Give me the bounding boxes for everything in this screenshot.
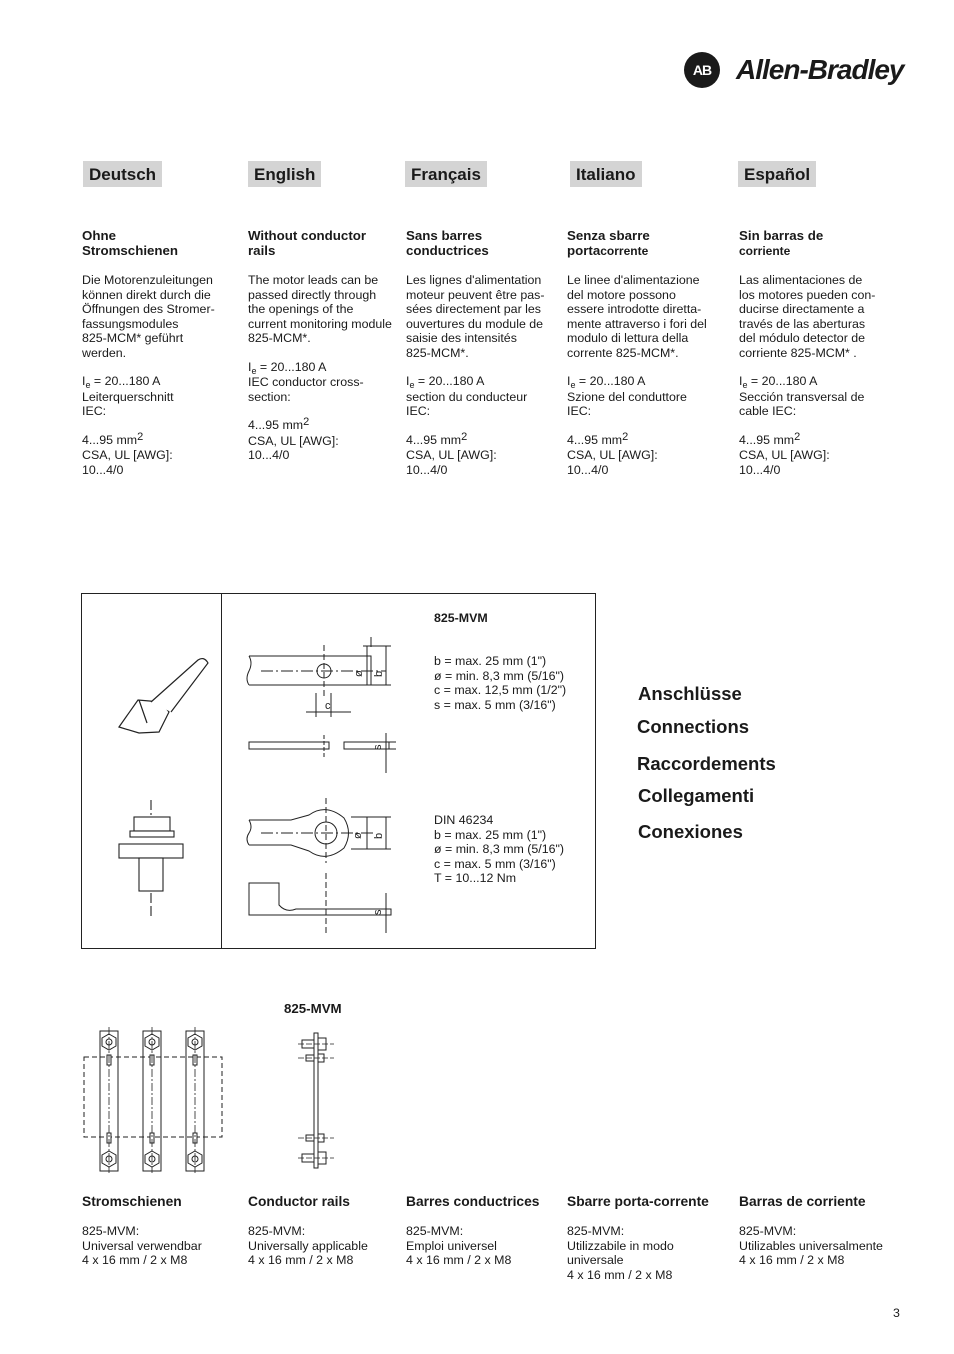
text-line: 4 x 16 mm / 2 x M8 [82, 1253, 188, 1267]
dim-b-label-2: b [373, 832, 385, 839]
spec-line: ø = min. 8,3 mm (5/16") [434, 668, 565, 683]
text-line: Szione del conduttore [567, 389, 687, 404]
text-line: modulo di lettura della [567, 331, 689, 345]
cross-section: 4...95 mm2 [406, 430, 468, 447]
footer-text [567, 1224, 674, 1282]
language-column-2 [248, 228, 408, 463]
text-line: The motor leads can be [248, 273, 379, 287]
section-label [567, 390, 727, 419]
language-column-4 [567, 228, 727, 477]
csa-label: CSA, UL [AWG]: [567, 448, 658, 462]
spec-line: ø = min. 8,3 mm (5/16") [434, 842, 565, 856]
dim-c-label: c [325, 700, 331, 712]
footer-text [82, 1224, 202, 1268]
text-line: section: [248, 389, 291, 404]
brand-logo [684, 52, 904, 88]
text-line: Utilizables universalmente [739, 1238, 883, 1253]
lang-italiano: Italiano [570, 161, 642, 187]
column-body [82, 273, 242, 360]
text-line: 4 x 16 mm / 2 x M8 [739, 1253, 845, 1267]
text-line: passed directly through [248, 287, 377, 302]
text-line: 825-MVM: [248, 1224, 306, 1238]
text-line: werden. [82, 345, 127, 360]
language-column-5 [739, 228, 899, 477]
text-line: universale [567, 1253, 624, 1267]
awg-range: 10...4/0 [739, 462, 781, 477]
csa-label: CSA, UL [AWG]: [739, 448, 830, 462]
text-line: Utilizzabile in modo [567, 1238, 674, 1253]
footer-text [406, 1224, 511, 1268]
text-line: 825-MVM: [567, 1224, 625, 1238]
heading-line-1: Senza sbarre [567, 228, 650, 243]
cable-lug-drawing [247, 798, 391, 933]
section-label [406, 390, 566, 419]
cross-section: 4...95 mm2 [82, 430, 144, 447]
column-body [406, 273, 566, 360]
page-number: 3 [893, 1306, 900, 1320]
text-line: Leiterquerschnitt [82, 389, 174, 404]
text-line: los motores pueden con- [739, 287, 876, 302]
text-line: del motore possono [567, 287, 676, 302]
ab-badge-icon: AB [684, 52, 720, 88]
connections-es: Conexiones [638, 821, 743, 842]
heading-line-1: Ohne [82, 228, 116, 243]
text-line: del módulo detector de [739, 331, 866, 345]
section-label [248, 375, 408, 404]
current-rating: $I_e = 20...180$ A [248, 359, 327, 376]
dim-phi-label-2: ø [352, 832, 364, 839]
spec-block-lug [434, 813, 564, 886]
text-line: través de las aberturas [739, 316, 866, 331]
heading-line-1: Sans barres [406, 228, 483, 243]
text-line: 825-MCM*. [406, 345, 469, 360]
text-line: essere introdotte diretta- [567, 302, 702, 316]
lang-deutsch: Deutsch [83, 161, 162, 187]
heading-line-1: Sin barras de [739, 228, 824, 243]
diagram-model-label: 825-MVM [434, 611, 488, 625]
heading-line-2: portacorrente [567, 243, 649, 258]
bolt-icon [119, 659, 208, 733]
current-rating: $I_e = 20...180$ A [739, 374, 818, 390]
text-line: the openings of the [248, 302, 354, 316]
awg-range: 10...4/0 [567, 462, 609, 477]
text-line: 825-MVM: [82, 1224, 140, 1238]
awg-range: 10...4/0 [406, 462, 448, 477]
text-line: IEC: [82, 404, 107, 418]
connections-en: Connections [637, 716, 750, 737]
text-line: corrente 825-MCM*. [567, 345, 679, 360]
language-column-1 [82, 228, 242, 477]
heading-line-2: Stromschienen [82, 243, 179, 258]
heading-line-2: rails [248, 243, 276, 258]
conductor-rails-side-drawing [290, 1028, 340, 1173]
text-line: sées directement par les [406, 302, 541, 316]
spec-line: b = max. 25 mm (1") [434, 827, 547, 842]
text-line: 4 x 16 mm / 2 x M8 [406, 1253, 512, 1267]
cross-section: 4...95 mm2 [567, 430, 629, 447]
section-label [82, 390, 242, 419]
text-line: moteur peuvent être pas- [406, 287, 545, 302]
csa-label: CSA, UL [AWG]: [248, 433, 339, 448]
cross-section: 4...95 mm2 [739, 430, 801, 447]
text-line: Öffnungen des Stromer- [82, 302, 215, 316]
connections-it: Collegamenti [638, 785, 755, 806]
footer-title: Conductor rails [248, 1194, 350, 1209]
spec-block-rail [434, 654, 566, 712]
text-line: Le linee d'alimentazione [567, 273, 700, 287]
dim-s-label: s [372, 744, 384, 750]
footer-title: Barres conductrices [406, 1194, 540, 1209]
text-line: current monitoring module [248, 316, 392, 331]
text-line: Sección transversal de [739, 389, 865, 404]
dim-b-label: b [373, 670, 385, 677]
bolt-side-icon [119, 800, 183, 918]
column-heading [248, 228, 408, 259]
text-line: mente attraverso i fori del [567, 316, 707, 331]
spec-line: c = max. 5 mm (3/16") [434, 856, 556, 871]
footer-title: Stromschienen [82, 1194, 182, 1209]
text-line: IEC conductor cross- [248, 375, 364, 389]
connections-fr: Raccordements [637, 753, 776, 774]
text-line: fassungsmodules [82, 316, 179, 331]
spec-line: s = max. 5 mm (3/16") [434, 697, 556, 712]
footer-text [248, 1224, 368, 1268]
dim-phi-label: ø [353, 670, 365, 677]
lang-francais: Français [405, 161, 487, 187]
current-rating: $I_e = 20...180$ A [82, 374, 161, 390]
text-line: cable IEC: [739, 404, 797, 418]
footer-title: Sbarre porta-corrente [567, 1194, 709, 1209]
footer-title: Barras de corriente [739, 1194, 866, 1209]
text-line: 825-MCM* geführt [82, 331, 184, 345]
heading-line-2: conductrices [406, 243, 489, 258]
text-line: Las alimentaciones de [739, 273, 863, 287]
lang-english: English [248, 161, 321, 187]
lang-espanol: Español [738, 161, 816, 187]
text-line: können direkt durch die [82, 287, 211, 302]
rails-model-label: 825-MVM [284, 1001, 342, 1016]
text-line: IEC: [567, 404, 592, 418]
text-line: Les lignes d'alimentation [406, 273, 542, 287]
language-column-3 [406, 228, 566, 477]
connection-diagram-drawings [81, 593, 597, 950]
column-body [567, 273, 727, 360]
section-label [739, 390, 899, 419]
rail-hole-drawing [247, 637, 396, 773]
spec-line: c = max. 12,5 mm (1/2") [434, 683, 567, 697]
brand-name: Allen-Bradley [736, 54, 904, 85]
heading-line-2: corriente [739, 244, 791, 258]
column-heading [739, 228, 899, 259]
text-line: IEC: [406, 404, 431, 418]
column-body [739, 273, 899, 360]
current-rating: $I_e = 20...180$ A [406, 374, 485, 390]
spec-line: b = max. 25 mm (1") [434, 654, 547, 668]
cross-section: 4...95 mm2 [248, 416, 310, 432]
text-line: Emploi universel [406, 1238, 497, 1253]
text-line: 825-MVM: [739, 1224, 797, 1238]
column-heading [406, 228, 566, 259]
csa-label: CSA, UL [AWG]: [82, 448, 173, 462]
current-rating: $I_e = 20...180$ A [567, 374, 646, 390]
text-line: section du conducteur [406, 389, 528, 404]
text-line: Universally applicable [248, 1238, 368, 1253]
column-heading [82, 228, 242, 259]
text-line: Universal verwendbar [82, 1238, 202, 1253]
heading-line-1: Without conductor [248, 228, 367, 243]
footer-text [739, 1224, 883, 1268]
awg-range: 10...4/0 [82, 462, 124, 477]
spec-line: DIN 46234 [434, 813, 494, 827]
spec-line: T = 10...12 Nm [434, 871, 517, 885]
text-line: Die Motorenzuleitungen [82, 273, 213, 287]
connections-de: Anschlüsse [638, 683, 742, 704]
conductor-rails-front-drawing [80, 1025, 230, 1175]
text-line: 4 x 16 mm / 2 x M8 [567, 1267, 673, 1282]
text-line: saisie des intensités [406, 331, 517, 345]
awg-range: 10...4/0 [248, 448, 290, 462]
text-line: 825-MCM*. [248, 331, 311, 345]
column-body [248, 273, 408, 346]
column-heading [567, 228, 727, 259]
text-line: 825-MVM: [406, 1224, 464, 1238]
dim-s-label-2: s [372, 909, 384, 915]
csa-label: CSA, UL [AWG]: [406, 448, 497, 462]
text-line: corriente 825-MCM* . [739, 345, 857, 360]
text-line: ouvertures du module de [406, 316, 544, 331]
text-line: ducirse directamente a [739, 302, 865, 316]
text-line: 4 x 16 mm / 2 x M8 [248, 1253, 354, 1267]
